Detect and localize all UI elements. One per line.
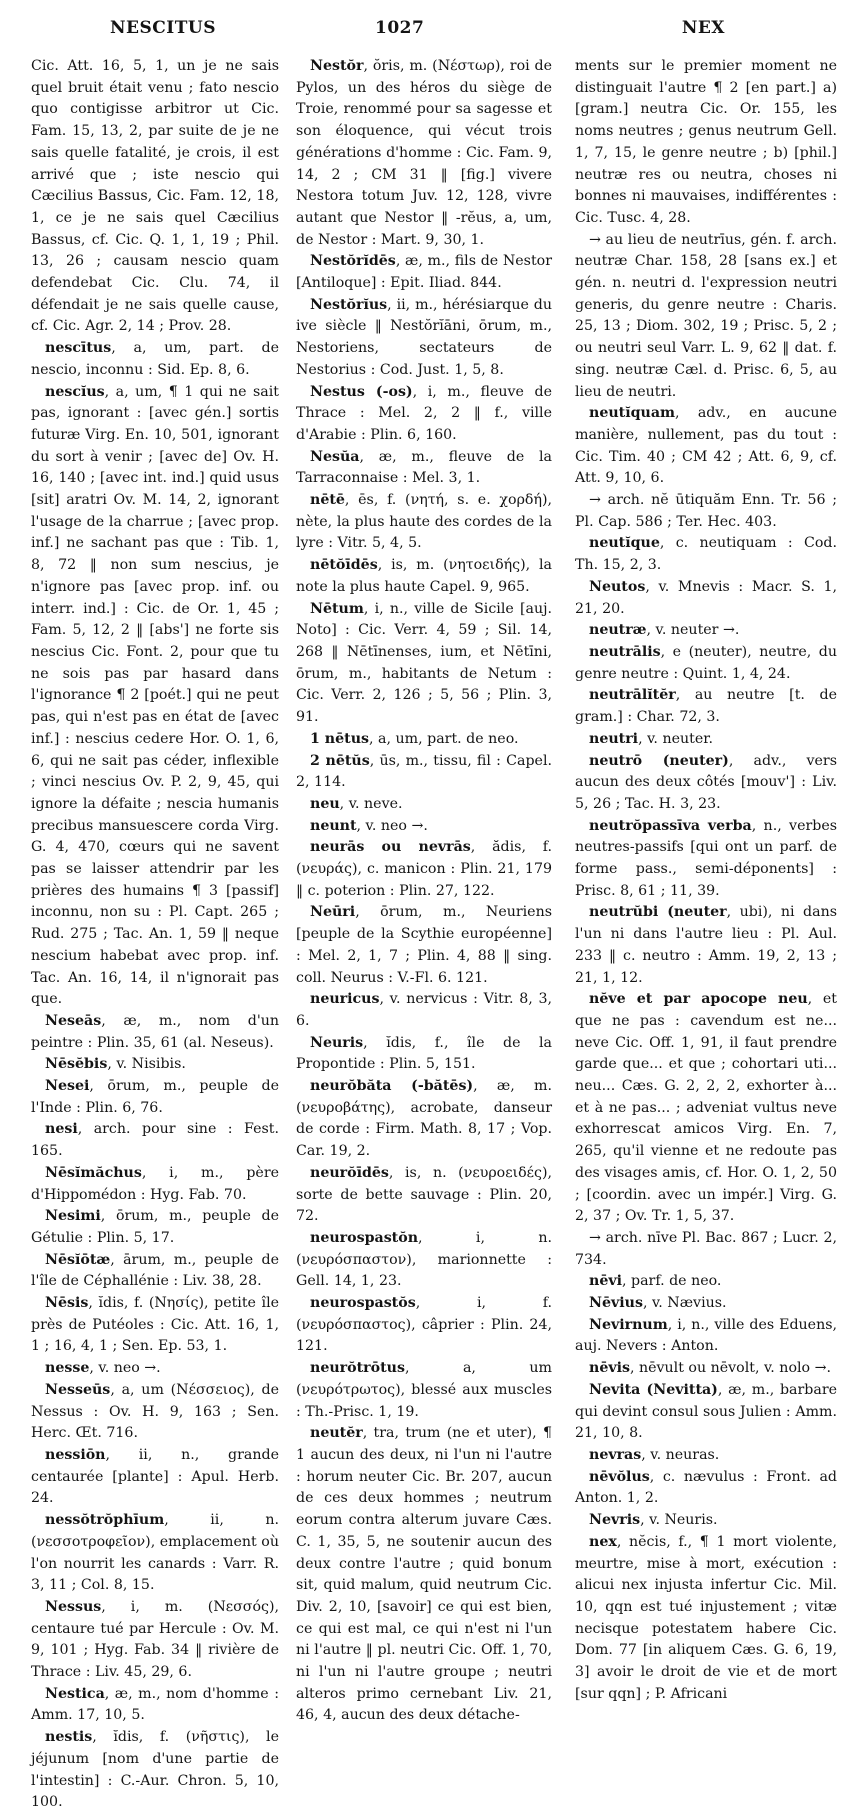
entry-nesebis: Nēsĕbis, v. Nisibis. [45,1056,186,1073]
entry-neutri: neutri, v. neuter. [589,730,713,747]
entry-headword: Nesimi [45,1208,101,1225]
entry-headword: nevras [589,1447,642,1463]
entry-neutrubi: neutrŭbi (neuter, ubi), ni dans l'un ni dans l'autre lieu : Pl. Aul. 233 ‖ c. neutro : Amm. 19, 2, 13 ; 21, 1, 12. [575,904,837,986]
entry-headword: 2 nētŭs [310,752,370,769]
entry-neutraliter: neutrālĭtĕr, au neutre [t. de gram.] : Char. 72, 3. [575,687,837,726]
column-middle [296,56,553,1724]
entry-headword: neurŏtrōtus [310,1360,405,1377]
entry-neuri: Neūri, ōrum, m., Neuriens [peuple de la Scythie européenne] : Mel. 2, 1, 7 ; Plin. 4, 88 ‖ sing. coll. Neurus : V.-Fl. 6. 121. [296,904,552,986]
entry-headword: nēvi [589,1273,622,1290]
entry-headword: neurospastŏn [310,1229,419,1246]
entry-neuroides: neurŏīdēs, is, n. (νευροειδές), sorte de bette sauvage : Plin. 20, 72. [296,1164,552,1225]
entry-nestorius: Nestŏrĭus, ii, m., hérésiarque du ive siècle ‖ Nestŏrĭāni, ōrum, m., Nestoriens, sectateurs de Nestorius : Cod. Just. 1, 5, 8. [296,296,552,378]
entry-nescius: nescĭus, a, um, ¶ 1 qui ne sait pas, ignorant : [avec gén.] sortis futuræ Virg. En. 10, 501, ignorant du sort à venir ; [avec de] Ov. H. 16, 140 ; [avec int. ind.] quid usus [sit] aratri Ov. M. 14, 2, ignorant l'usage de la charrue ; [avec prop. inf.] ne sachant pas que : Tib. 1, 8, 72 ‖ non sum nescius, je n'ignore pas [avec prop. inf. ou interr. ind.] : Cic. de Or. 1, 45 ; Fam. 5, 12, 2 ‖ [abs'] ne forte sis nescius Cic. Font. 2, pour que tu ne sois pas par hasard dans l'ignorance ¶ 2 [poét.] qui ne peut pas, qui n'est pas en état de [avec inf.] : nescius cedere Hor. O. 1, 6, 6, qui ne sait pas céder, inflexible ; vinci nescius Ov. P. 2, 9, 45, qui ignore la défaite ; nescia humanis precibus mansuescere corda Virg. G. 4, 470, cœurs qui ne savent pas se laisser attendrir par les prières des humains ¶ 3 [passif] inconnu, non su : Pl. Capt. 265 ; Rud. 275 ; Tac. An. 1, 59 ‖ neque nescium habebat avec prop. inf. Tac. An. 16, 14, il n'ignorait pas que. [31,383,279,1008]
entry-headword: Neseās [45,1012,102,1029]
entry-neutrae: neutræ, v. neuter →. [589,622,740,639]
entry-headword: Nēsĕbis [45,1056,108,1073]
entry-nestica: Nestica, æ, m., nom d'homme : Amm. 17, 10, 5. [31,1685,279,1724]
entry-headword: neutrālis [589,643,661,660]
entry-headword: neutĕr [310,1425,363,1442]
entry-headword: nessŏtrŏphīum [45,1512,165,1529]
entry-headword: neutĭque [589,535,660,552]
entry-headword: Nēsis [45,1295,89,1312]
entry-nesseus: Nesseūs, a, um (Νέσσειος), de Nessus : Ov. H. 9, 163 ; Sen. Herc. Œt. 716. [31,1381,279,1442]
entry-neve-note: → arch. nīve Pl. Bac. 867 ; Lucr. 2, 734. [575,1229,837,1268]
entry-headword: neutrō (neuter) [589,752,729,769]
entry-nesiotae: Nēsĭōtæ, ārum, m., peuple de l'île de Céphallénie : Liv. 38, 28. [31,1251,279,1290]
entry-nevita: Nevita (Nevitta), æ, m., barbare qui devint consul sous Julien : Amm. 21, 10, 8. [575,1381,837,1442]
entry-headword: neutrālĭtĕr [589,687,676,704]
entry-headword: Nētum [310,600,364,617]
entry-neuter: neutĕr, tra, trum (ne et uter), ¶ 1 aucun des deux, ni l'un ni l'autre : horum neuter Cic. Br. 207, aucun de ces deux hommes ; neutrum eorum contra alterum juvare Cæs. C. 1, 35, 5, ne soutenir aucun des deux contre l'autre ; quid bonum sit, quid malum, quid neutrum Cic. Div. 2, 10, [savoir] ce qui est bien, ce qui est mal, ce qui n'est ni l'un ni l'autre ‖ pl. neutri Cic. Off. 1, 70, ni l'un ni l'autre groupe ; neutri alteros primo cernebant Liv. 21, 46, 4, aucun des deux détache- [296,1425,552,1724]
entry-headword: neuricus [310,991,380,1008]
entry-nesua: Nesŭa, æ, m., fleuve de la Tarraconnaise : Mel. 3, 1. [296,448,552,487]
entry-headword: nescītus [45,340,112,357]
entry-netus-2: 2 nētŭs, ūs, m., tissu, fil : Capel. 2, 114. [296,752,552,791]
entry-neseas: Neseās, æ, m., nom d'un peintre : Plin. 35, 61 (al. Neseus). [31,1012,279,1051]
entry-headword: Nesseūs [45,1381,111,1398]
page-number: 1027 [375,18,425,38]
entry-headword: nex [589,1533,617,1550]
entry-nestor: Nestŏr, ŏris, m. (Νέστωρ), roi de Pylos, un des héros du siège de Troie, renommé pour sa sagesse et son éloquence, qui vécut trois générations d'homme : Cic. Fam. 9, 14, 2 ; CM 31 ‖ [fig.] vivere Nestora totum Juv. 12, 128, vivre autant que Nestor ‖ -rĕus, a, um, de Nestor : Mart. 9, 30, 1. [296,58,552,248]
entry-headword: nēvis [589,1360,630,1377]
entry-nete: nētē, ēs, f. (νητή, s. e. χορδή), nète, la plus haute des cordes de la lyre : Vitr. 5, 4, 5. [296,492,552,552]
entry-headword: neurās ou nevrās [310,839,471,856]
entry-neurospastos: neurospastŏs, i, f. (νευρόσπαστος), câprier : Plin. 24, 121. [296,1295,552,1355]
entry-headword: nĕve et par apocope neu [589,991,808,1008]
entry-neuris: Neuris, ĭdis, f., île de la Propontide : Plin. 5, 151. [296,1034,552,1073]
entry-nestorides: Nestŏrĭdēs, æ, m., fils de Nestor [Antiloque] : Epit. Iliad. 844. [296,253,552,292]
entry-neutralis: neutrālis, e (neuter), neutre, du genre neutre : Quint. 1, 4, 24. [575,643,837,682]
page-header [20,18,840,44]
entry-neutro: neutrō (neuter), adv., vers aucun des deux côtés [mouv'] : Liv. 5, 26 ; Tac. H. 3, 23. [575,752,837,812]
entry-neuras: neurās ou nevrās, ădis, f. (νευράς), c. manicon : Plin. 21, 179 ‖ c. poterion : Plin. 27, 122. [296,839,552,899]
entry-neutique: neutĭque, c. neutiquam : Cod. Th. 15, 2, 3. [575,535,837,574]
entry-nesimi: Nesimi, ōrum, m., peuple de Gétulie : Plin. 5, 17. [31,1208,279,1246]
entry-nevolus: nēvŏlus, c. nævulus : Front. ad Anton. 1, 2. [575,1468,837,1507]
entry-headword: neutĭquam [589,405,676,422]
entry-headword: Nestus (-os) [310,383,413,400]
entry-headword: neurŏbăta (-bătēs) [310,1078,474,1095]
column-left [31,56,279,1811]
entry-headword: Neutos [589,578,646,595]
entry-headword: neu [310,795,340,812]
entry-headword: neurospastŏs [310,1295,416,1312]
entry-netum: Nētum, i, n., ville de Sicile [auj. Noto] : Cic. Verr. 4, 59 ; Sil. 14, 268 ‖ Nētīnenses, ium, et Nētīni, ōrum, m., habitants de Netum : Cic. Verr. 2, 126 ; 5, 56 ; Plin. 3, 91. [296,600,552,726]
entry-headword: Neūri [310,904,356,921]
entry-neutiquam-note: → arch. nĕ ūtiquăm Enn. Tr. 56 ; Pl. Cap. 586 ; Ter. Hec. 403. [575,492,837,530]
entry-headword: Nestŏr [310,58,364,74]
entry-headword: nestis [45,1729,93,1746]
entry-headword: Neuris [310,1034,364,1051]
entry-neuricus: neuricus, v. nervicus : Vitr. 8, 3, 6. [296,991,552,1029]
entry-headword: nētŏīdēs [310,557,378,574]
entry-nesse: nesse, v. neo →. [45,1360,161,1377]
entry-nesi: nesi, arch. pour sine : Fest. 165. [31,1121,279,1160]
entry-netoides: nētŏīdēs, is, m. (νητοειδής), la note la plus haute Capel. 9, 965. [296,557,552,595]
entry-neuter-note: → au lieu de neutrīus, gén. f. arch. neutræ Char. 158, 28 [sans ex.] et gén. n. neutri d. l'expression neutri generis, du genre neutre : Charis. 25, 13 ; Diom. 302, 19 ; Prisc. 5, 2 ; ou neutri seul Varr. L. 9, 62 ‖ dat. f. sing. neutræ Cæl. d. Prisc. 6, 5, au lieu de neutri. [575,231,837,400]
entry-nesis: Nēsis, ĭdis, f. (Νησίς), petite île près de Putéoles : Cic. Att. 16, 1, 1 ; 16, 4, 1 ; Sen. Ep. 53, 1. [31,1295,279,1355]
header-right-guide-word: NEX [681,18,725,38]
entry-nessus: Nessus, i, m. (Νεσσός), centaure tué par Hercule : Ov. M. 9, 101 ; Hyg. Fab. 34 ‖ rivière de Thrace : Liv. 45, 29, 6. [31,1598,279,1681]
entry-neutropassiva: neutrŏpassīva verba, n., verbes neutres-passifs [qui ont un parf. de forme pass., semi-déponents] : Prisc. 8, 61 ; 11, 39. [575,817,838,899]
entry-neurobata: neurŏbăta (-bătēs), æ, m. (νευροβάτης), acrobate, danseur de corde : Firm. Math. 8, 17 ; Vop. Car. 19, 2. [296,1078,553,1160]
entry-nescitus: nescītus, a, um, part. de nescio, inconnu : Sid. Ep. 8, 6. [31,340,279,378]
entry-headword: Nesŭa [310,448,360,465]
entry-nevius: Nēvius, v. Nævius. [589,1295,727,1312]
entry-headword: nessiōn [45,1447,106,1463]
entry-headword: Nestŏrĭus [310,296,388,313]
entry-neutos: Neutos, v. Mnevis : Macr. S. 1, 21, 20. [575,578,837,617]
entry-neutiquam: neutĭquam, adv., en aucune manière, nullement, pas du tout : Cic. Tim. 40 ; CM 42 ; Att. 6, 9, cf. Att. 9, 10, 6. [575,405,837,487]
entry-headword: neurŏīdēs [310,1164,389,1181]
entry-headword: Nēvius [589,1295,643,1312]
entry-headword: neutri [589,730,639,747]
entry-headword: nesse [45,1360,90,1377]
entry-headword: nētē [310,492,345,509]
entry-netus-1: 1 nētus, a, um, part. de neo. [310,730,519,747]
entry-headword: 1 nētus [310,730,370,747]
entry-nessotrophium: nessŏtrŏphīum, ii, n. (νεσσοτροφεῖον), emplacement où l'on nourrit les canards : Varr. R. 3, 11 ; Col. 8, 15. [31,1512,279,1594]
entry-headword: Nevris [589,1512,641,1529]
column-right [575,56,838,1702]
entry-headword: neutræ [589,622,647,639]
entry-nevras: nevras, v. neuras. [589,1447,720,1463]
entry-headword: Nessus [45,1598,102,1615]
entry-nession: nessiōn, ii, n., grande centaurée [plante] : Apul. Herb. 24. [31,1447,279,1507]
entry-neve: nĕve et par apocope neu, et que ne pas : cavendum est ne... neve Cic. Off. 1, 91, il faut prendre garde que... et que ; cohortari uti... neu... Cæs. G. 2, 2, 2, exhorter à... et à ne pas... ; adveniat vultus neve exhorrescat amicos Virg. En. 7, 265, qu'il vienne et ne redoute pas des visages amis, cf. Hor. O. 1, 2, 50 ; [coordin. avec un impér.] Virg. G. 2, 37 ; Ov. Tr. 1, 5, 37. [575,991,837,1225]
header-left-guide-word: NESCITUS [110,18,217,38]
entry-nestus: Nestus (-os), i, m., fleuve de Thrace : Mel. 2, 2 ‖ f., ville d'Arabie : Plin. 6, 160. [296,383,552,443]
entry-headword: nescĭus [45,383,105,400]
entry-headword: Nevirnum [589,1316,668,1333]
entry-nevirnum: Nevirnum, i, n., ville des Eduens, auj. Nevers : Anton. [575,1316,837,1355]
entry-neunt: neunt, v. neo →. [310,817,428,834]
entry-headword: Nestŏrĭdēs [310,253,396,270]
entry-headword: neutrŏpassīva verba [589,817,752,834]
entry-nestis: nestis, ĭdis, f. (νῆστις), le jéjunum [nom d'une partie de l'intestin] : C.-Aur. Chron. 5, 10, 100. [31,1729,279,1811]
entry-headword: nesi [45,1121,78,1138]
entry-nesei: Nesei, ōrum, m., peuple de l'Inde : Plin. 6, 76. [31,1078,279,1116]
entry-nex: nex, nĕcis, f., ¶ 1 mort violente, meurtre, mise à mort, exécution : alicui nex injusta infertur Cic. Mil. 10, qqn est tué injustement ; vitæ necisque potestatem habere Cic. Dom. 77 [in aliquem Cæs. G. 6, 19, 3] avoir le droit de vie et de mort [sur qqn] ; P. Africani [575,1533,837,1702]
entry-continuation: Cic. Att. 16, 5, 1, un je ne sais quel bruit était venu ; fato nescio quo contigisse arbitror ut Cic. Fam. 15, 13, 2, par suite de je ne sais quelle fatalité, je crois, il est arrivé que ; iste nescio qui Cæcilius Bassus, Cic. Fam. 12, 18, 1, ce je ne sais quel Cæcilius Bassus, cf. Cic. Q. 1, 1, 19 ; Phil. 13, 26 ; causam nescio quam defendebat Cic. Clu. 74, il défendait je ne sais quelle cause, cf. Cic. Agr. 2, 14 ; Prov. 28. [31,58,279,335]
entry-nevris: Nevris, v. Neuris. [589,1512,718,1529]
entry-headword: neutrŭbi (neuter [589,904,727,921]
entry-neuter-continued: ments sur le premier moment ne distinguait l'autre ¶ 2 [en part.] a) [gram.] neutra Cic. Or. 155, les noms neutres ; genus neutrum Gell. 1, 7, 15, le genre neutre ; b) [phil.] neutræ res ou neutra, choses ni bonnes ni mauvaises, indifférentes : Cic. Tusc. 4, 28. [575,58,837,226]
entry-neu: neu, v. neve. [310,795,403,812]
entry-nevis: nēvis, nēvult ou nēvolt, v. nolo →. [589,1360,831,1377]
entry-headword: neunt [310,817,357,834]
entry-nesimachus: Nēsĭmăchus, i, m., père d'Hippomédon : Hyg. Fab. 70. [31,1164,279,1203]
entry-nevi: nēvi, parf. de neo. [589,1273,722,1290]
entry-headword: nēvŏlus [589,1468,650,1485]
entry-headword: Nestica [45,1685,105,1702]
entry-headword: Nēsĭmăchus [45,1164,142,1181]
entry-headword: Nēsĭōtæ [45,1251,111,1268]
entry-neurospaston: neurospastŏn, i, n. (νευρόσπαστον), marionnette : Gell. 14, 1, 23. [296,1229,552,1290]
entry-neurotrotus: neurŏtrōtus, a, um (νευρότρωτος), blessé aux muscles : Th.-Prisc. 1, 19. [296,1360,552,1420]
entry-headword: Nesei [45,1078,90,1095]
entry-headword: Nevita (Nevitta) [589,1381,718,1398]
